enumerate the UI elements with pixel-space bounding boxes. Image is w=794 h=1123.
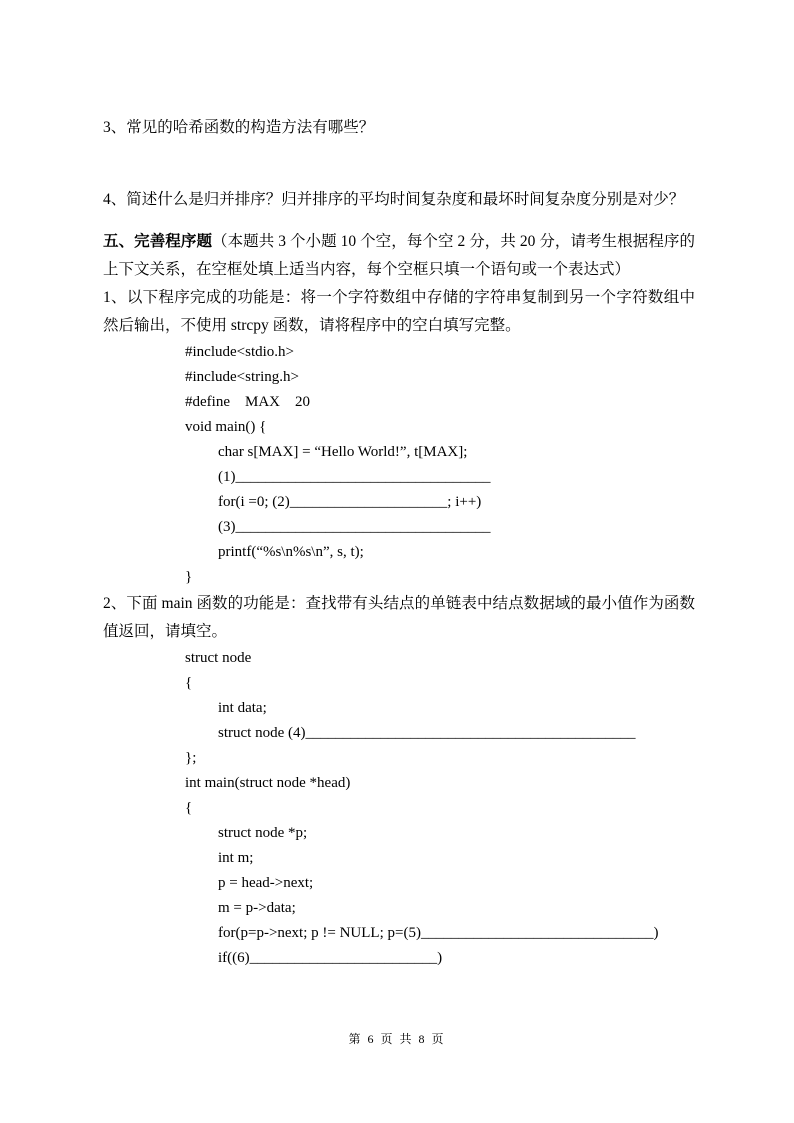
code-line: }; (185, 750, 197, 766)
code-line-blank-2: for(i =0; (2)_____________________; i++) (218, 494, 482, 510)
code-line-blank-4: struct node (4)____________________________________________ (218, 725, 636, 741)
code-block-q1 (103, 340, 695, 590)
code-line: m = p->data; (218, 900, 296, 916)
page-content (103, 114, 695, 971)
code-line: struct node *p; (218, 825, 308, 841)
code-line-blank-5: for(p=p->next; p != NULL; p=(5)_______________________________) (218, 925, 659, 941)
code-line: printf(“%s\n%s\n”, s, t); (218, 544, 364, 560)
question-3: 3、常见的哈希函数的构造方法有哪些？ (103, 119, 375, 136)
code-line: int m; (218, 850, 254, 866)
code-line: int main(struct node *head) (185, 775, 351, 791)
question-5-1-prompt: 1、以下程序完成的功能是：将一个字符数组中存储的字符串复制到另一个字符数组中然后输出，不使用 strcpy 函数，请将程序中的空白填写完整。 (103, 289, 695, 334)
code-block-q2 (103, 646, 695, 971)
code-line-blank-6: if((6)_________________________) (218, 950, 443, 966)
code-line: p = head->next; (218, 875, 314, 891)
code-line: void main() { (185, 419, 267, 435)
code-line: #include<string.h> (185, 369, 299, 385)
section5-heading (103, 228, 695, 284)
question-4: 4、简述什么是归并排序？归并排序的平均时间复杂度和最坏时间复杂度分别是对少？ (103, 191, 685, 208)
code-line: #define MAX 20 (185, 394, 310, 410)
code-line: } (185, 569, 193, 585)
code-line: char s[MAX] = “Hello World!”, t[MAX]; (218, 444, 468, 460)
code-line-blank-3: (3)__________________________________ (218, 519, 491, 535)
question-5-2-prompt: 2、下面 main 函数的功能是：查找带有头结点的单链表中结点数据域的最小值作为函数值返回，请填空。 (103, 595, 695, 640)
code-line-blank-1: (1)__________________________________ (218, 469, 491, 485)
code-line: { (185, 800, 193, 816)
page-number: 第 6 页 共 8 页 (348, 1032, 446, 1046)
code-line: #include<stdio.h> (185, 344, 294, 360)
code-line: struct node (185, 650, 252, 666)
code-line: { (185, 675, 193, 691)
section5-intro: （本题共 3 个小题 10 个空，每个空 2 分，共 20 分，请考生根据程序的上下文关系，在空框处填上适当内容，每个空框只填一个语句或一个表达式） (103, 233, 695, 278)
code-line: int data; (218, 700, 267, 716)
section5-title: 五、完善程序题 (103, 233, 213, 250)
